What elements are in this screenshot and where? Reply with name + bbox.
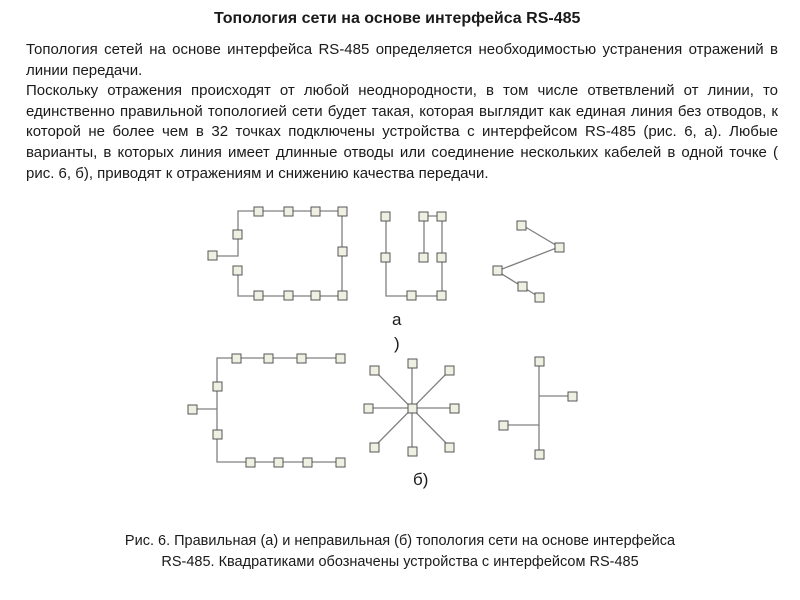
device-node xyxy=(408,359,417,368)
device-node xyxy=(450,404,459,413)
device-node xyxy=(338,291,347,300)
device-node xyxy=(419,253,428,262)
device-node xyxy=(437,212,446,221)
device-node xyxy=(336,458,345,467)
correct-topology-meander xyxy=(381,212,446,300)
device-node xyxy=(274,458,283,467)
device-node xyxy=(518,282,527,291)
figure-caption xyxy=(40,531,760,573)
correct-topology-zigzag xyxy=(493,221,564,302)
incorrect-topology-branch xyxy=(188,354,345,467)
device-node xyxy=(493,266,502,275)
device-node xyxy=(311,207,320,216)
device-node xyxy=(568,392,577,401)
device-node xyxy=(535,293,544,302)
paragraph-1: Топология сетей на основе интерфейса RS-485 определяется необходимостью устранения отражений в линии передачи. xyxy=(26,41,778,79)
device-node xyxy=(419,212,428,221)
device-node xyxy=(338,207,347,216)
device-node xyxy=(188,405,197,414)
device-node xyxy=(437,291,446,300)
device-node xyxy=(407,291,416,300)
device-node xyxy=(264,354,273,363)
device-node xyxy=(246,458,255,467)
device-node xyxy=(338,247,347,256)
device-node xyxy=(208,251,217,260)
device-node xyxy=(232,354,241,363)
device-node xyxy=(254,291,263,300)
label-a-paren: ) xyxy=(394,334,400,353)
device-node xyxy=(254,207,263,216)
device-node xyxy=(297,354,306,363)
device-node xyxy=(336,354,345,363)
device-node xyxy=(284,207,293,216)
device-node xyxy=(555,243,564,252)
device-node xyxy=(445,366,454,375)
device-node xyxy=(499,421,508,430)
device-node xyxy=(233,230,242,239)
device-node xyxy=(517,221,526,230)
device-node xyxy=(445,443,454,452)
slide-title: Топология сети на основе интерфейса RS-485 xyxy=(214,10,581,27)
device-node xyxy=(381,212,390,221)
device-node xyxy=(381,253,390,262)
paragraph-2: Поскольку отражения происходят от любой неоднородности, в том числе ответвлений от линии, то единственно правильной топологией сети будет такая, которая выглядит как единая линия без отводов, к которой не более чем в 32 точках подключены устройства с интерфейсом RS-485 (рис. 6, а). Любые варианты, в которых линия имеет длинные отводы или соединение нескольких кабелей в одной точке ( рис. 6, б), приводят к отражениям и снижению качества передачи. xyxy=(26,82,778,182)
incorrect-topology-tree xyxy=(499,357,577,459)
device-node xyxy=(408,404,417,413)
bus-line xyxy=(213,211,342,296)
meander-line xyxy=(386,216,442,296)
device-node xyxy=(233,266,242,275)
device-node xyxy=(535,450,544,459)
device-node xyxy=(284,291,293,300)
device-node xyxy=(370,443,379,452)
body-text xyxy=(26,40,778,184)
device-node xyxy=(311,291,320,300)
main-line xyxy=(217,358,340,462)
device-node xyxy=(408,447,417,456)
label-b: б) xyxy=(413,470,429,489)
correct-topology-bus xyxy=(208,207,347,300)
device-node xyxy=(213,382,222,391)
zigzag-line xyxy=(497,225,559,297)
label-a: а xyxy=(392,310,402,329)
incorrect-topology-star xyxy=(364,359,459,456)
device-node xyxy=(535,357,544,366)
caption-line-2: RS-485. Квадратиками обозначены устройства с интерфейсом RS-485 xyxy=(161,554,639,570)
device-node xyxy=(370,366,379,375)
device-node xyxy=(303,458,312,467)
caption-line-1: Рис. 6. Правильная (а) и неправильная (б) топология сети на основе интерфейса xyxy=(124,533,676,549)
device-node xyxy=(437,253,446,262)
device-node xyxy=(213,430,222,439)
device-node xyxy=(364,404,373,413)
